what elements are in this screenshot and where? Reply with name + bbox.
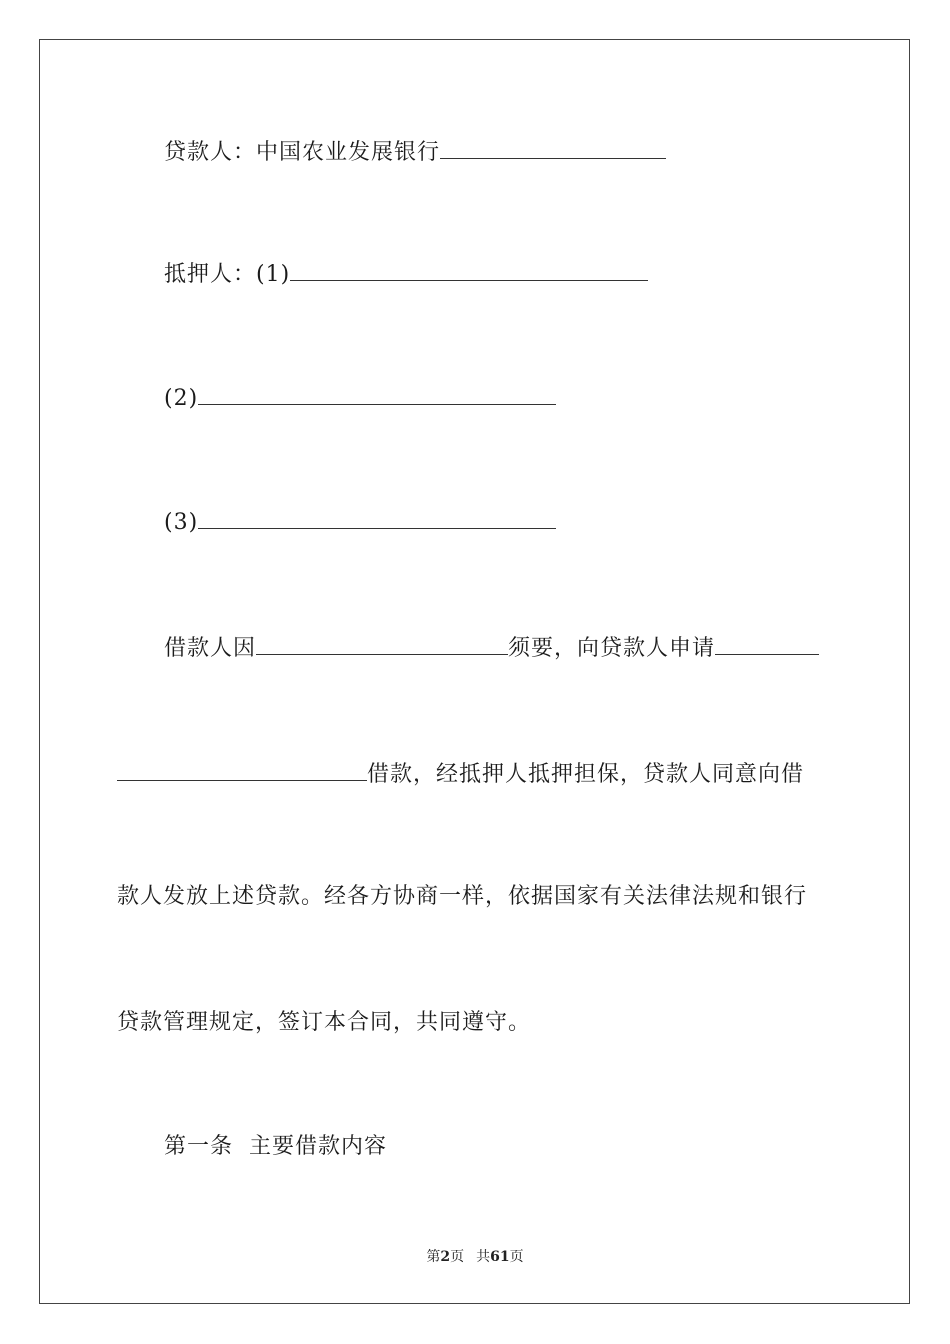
para1-text-a: 借款人因 [164,636,257,661]
mortgagor-blank-2 [198,382,556,405]
paragraph-line-4 [117,1008,531,1038]
para1-text-c: 借款，经抵押人抵押担保，贷款人同意向借 [367,762,805,787]
lender-line [164,136,666,168]
mortgagor-2-label: (2) [164,386,199,411]
mortgagor-3-label: (3) [164,510,199,535]
para1-text-d: 款人发放上述贷款。经各方协商一样，依据国家有关法律法规和银行 [117,884,808,909]
paragraph-line-2 [117,758,804,790]
mortgagor-line-1 [164,258,648,290]
page-suffix: 页 [450,1249,465,1265]
page-footer [0,1247,950,1267]
paragraph-line-3 [117,882,807,912]
lender-label: 贷款人：中国农业发展银行 [164,140,441,165]
mortgagor-line-3 [164,506,556,538]
paragraph-line-1 [164,632,819,664]
amount-blank-b [117,758,367,781]
amount-blank-a [715,632,819,655]
mortgagor-blank-3 [198,506,556,529]
article-1-title [164,1132,387,1162]
lender-blank [440,136,666,159]
page-number: 2 [440,1249,451,1265]
mortgagor-label: 抵押人：(1) [164,262,291,287]
mortgagor-line-2 [164,382,556,414]
total-suffix: 页 [509,1249,524,1265]
total-pages: 61 [490,1249,510,1265]
total-prefix: 共 [476,1249,491,1265]
reason-blank [256,632,508,655]
para1-text-b: 须要，向贷款人申请 [508,636,716,661]
mortgagor-blank-1 [290,258,648,281]
page-border [39,39,910,1304]
para1-text-e: 贷款管理规定，签订本合同，共同遵守。 [117,1010,532,1035]
article-1-title-text: 第一条 主要借款内容 [164,1134,387,1159]
page-prefix: 第 [426,1249,441,1265]
